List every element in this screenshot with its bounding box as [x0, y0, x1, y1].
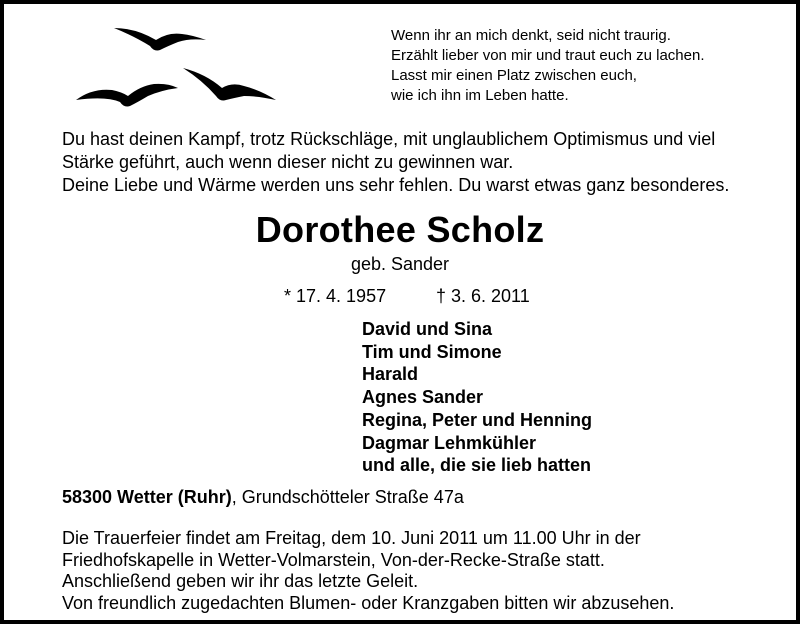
birth-date: * 17. 4. 1957	[284, 286, 387, 306]
funeral-line: Friedhofskapelle in Wetter-Volmarstein, Von-der-Recke-Straße statt.	[62, 549, 605, 570]
intro-line: Du hast deinen Kampf, trotz Rückschläge, mit unglaublichem Optimismus und viel	[62, 129, 716, 149]
maiden-name: geb. Sander	[350, 254, 450, 274]
poem-line: wie ich ihn im Leben hatte.	[391, 87, 569, 104]
mourner-entry: David und Sina	[362, 319, 493, 339]
funeral-line: Die Trauerfeier findet am Freitag, dem 10. Juni 2011 um 11.00 Uhr in der	[62, 528, 641, 548]
mourner-entry: und alle, die sie lieb hatten	[362, 455, 592, 476]
mourner-entry: Dagmar Lehmkühler	[362, 432, 537, 453]
funeral-info	[62, 528, 782, 614]
poem-line: Erzählt lieber von mir und traut euch zu lachen.	[391, 47, 705, 64]
address-city: 58300 Wetter (Ruhr)	[62, 487, 232, 507]
deceased-name: Dorothee Scholz	[255, 209, 545, 250]
mourner-entry: Agnes Sander	[362, 387, 484, 408]
funeral-line: Anschließend geben wir ihr das letzte Geleit.	[62, 571, 419, 591]
funeral-line: Von freundlich zugedachten Blumen- oder Kranzgaben bitten wir abzusehen.	[62, 592, 675, 613]
address	[62, 485, 464, 509]
intro-text	[62, 128, 782, 197]
poem-line: Lasst mir einen Platz zwischen euch,	[391, 67, 637, 84]
intro-line: Stärke geführt, auch wenn dieser nicht zu gewinnen war.	[62, 152, 514, 172]
mourner-entry: Regina, Peter und Henning	[362, 409, 593, 430]
intro-line: Deine Liebe und Wärme werden uns sehr fehlen. Du warst etwas ganz besonderes.	[62, 175, 730, 195]
address-street: , Grundschötteler Straße 47a	[231, 487, 464, 507]
flying-birds-icon	[70, 16, 290, 111]
poem	[391, 26, 791, 106]
mourners-list	[362, 318, 592, 477]
mourner-entry: Tim und Simone	[362, 341, 502, 362]
poem-line: Wenn ihr an mich denkt, seid nicht traurig.	[391, 27, 671, 44]
mourner-entry: Harald	[362, 364, 419, 385]
death-date: † 3. 6. 2011	[436, 286, 530, 306]
